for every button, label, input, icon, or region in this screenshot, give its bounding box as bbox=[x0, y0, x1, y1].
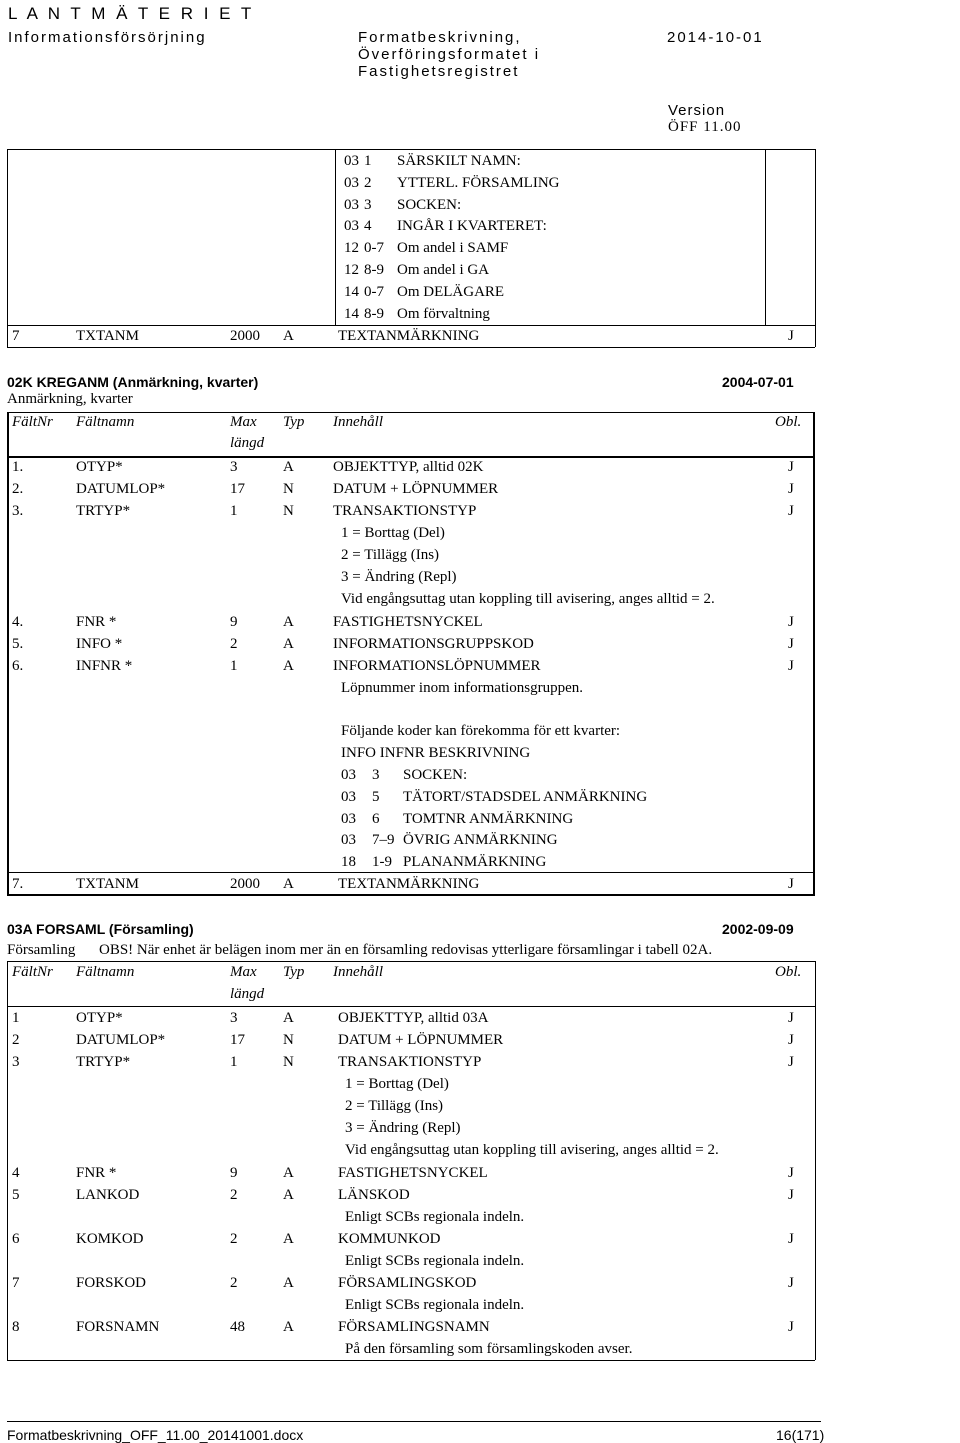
field-mandatory: J bbox=[788, 614, 794, 630]
field-content: OBJEKTTYP, alltid 02K bbox=[333, 459, 484, 475]
trtyp-detail-line: Vid engångsuttag utan koppling till avisering, anges alltid = 2. bbox=[345, 1142, 719, 1158]
code-number: 12 bbox=[344, 240, 359, 257]
table1-last-len: 2000 bbox=[230, 328, 260, 344]
code-sub: 1 bbox=[364, 153, 372, 169]
field-type: A bbox=[283, 1231, 294, 1247]
code-description: YTTERL. FÖRSAMLING bbox=[397, 174, 560, 191]
field-mandatory: J bbox=[788, 636, 794, 652]
field-mandatory: J bbox=[788, 1319, 794, 1335]
code-infnr: 3 bbox=[372, 767, 380, 783]
field-type: N bbox=[283, 1054, 294, 1070]
code-description: SOCKEN: bbox=[397, 196, 462, 213]
field-mandatory: J bbox=[788, 1275, 794, 1291]
field-length: 9 bbox=[230, 614, 238, 630]
field-type: A bbox=[283, 1275, 294, 1291]
company-name: L A N T M Ä T E R I E T bbox=[8, 4, 255, 23]
section-02k-subtitle: Anmärkning, kvarter bbox=[7, 391, 133, 407]
table-03a-komkod-note: Enligt SCBs regionala indeln. bbox=[345, 1253, 525, 1269]
code-description: Om andel i GA bbox=[397, 262, 490, 278]
field-length: 17 bbox=[230, 1032, 245, 1048]
section-03a-date: 2002-09-09 bbox=[722, 921, 794, 937]
section-02k-date: 2004-07-01 bbox=[722, 374, 794, 390]
doc-title-line-1: Formatbeskrivning, bbox=[358, 29, 522, 46]
table-03a-header-obl: Obl. bbox=[775, 964, 802, 980]
table-03a-header-typ: Typ bbox=[283, 964, 305, 980]
code-sub: 8-9 bbox=[364, 262, 384, 278]
table-02k-header-len: Max bbox=[230, 414, 257, 430]
code-number: 03 bbox=[344, 174, 359, 191]
code-info: 03 bbox=[341, 767, 356, 783]
code-description: SÄRSKILT NAMN: bbox=[397, 153, 521, 169]
field-mandatory: J bbox=[788, 1187, 794, 1203]
table-03a-lankod-note: Enligt SCBs regionala indeln. bbox=[345, 1209, 525, 1225]
trtyp-detail-line: 3 = Ändring (Repl) bbox=[341, 569, 457, 585]
trtyp-detail-line: 2 = Tillägg (Ins) bbox=[341, 547, 440, 563]
code-description: PLANANMÄRKNING bbox=[403, 854, 547, 871]
field-number: 6 bbox=[12, 1231, 20, 1247]
field-name: OTYP* bbox=[76, 1010, 123, 1026]
code-info: 18 bbox=[341, 854, 356, 871]
trtyp-detail-line: Vid engångsuttag utan koppling till avisering, anges alltid = 2. bbox=[341, 591, 715, 607]
table1-last-obl: J bbox=[788, 328, 794, 344]
field-number: 1. bbox=[12, 459, 24, 475]
field-length: 3 bbox=[230, 459, 238, 475]
field-mandatory: J bbox=[788, 1010, 794, 1026]
table-02k-header-name: Fältnamn bbox=[76, 414, 135, 430]
table-03a-header-len: Max bbox=[230, 964, 257, 980]
field-content: INFORMATIONSLÖPNUMMER bbox=[333, 658, 541, 674]
field-name: TRTYP* bbox=[76, 1054, 131, 1070]
code-sub: 8-9 bbox=[364, 305, 384, 322]
code-description: Om DELÄGARE bbox=[397, 283, 505, 300]
table1-last-typ: A bbox=[283, 328, 294, 344]
version-value: ÖFF 11.00 bbox=[668, 119, 742, 135]
section-03a-title: 03A FORSAML (Församling) bbox=[7, 921, 194, 937]
field-name: OTYP* bbox=[76, 459, 123, 475]
field-type: A bbox=[283, 636, 294, 652]
field-number: 5 bbox=[12, 1187, 20, 1203]
version-label: Version bbox=[668, 102, 726, 119]
field-content: LÄNSKOD bbox=[338, 1187, 410, 1203]
table-03a-header-name: Fältnamn bbox=[76, 964, 135, 980]
field-mandatory: J bbox=[788, 876, 794, 892]
field-length: 2 bbox=[230, 1231, 238, 1247]
table-03a-header-len2: längd bbox=[230, 986, 265, 1002]
field-name: FORSNAMN bbox=[76, 1319, 160, 1335]
code-number: 14 bbox=[344, 283, 359, 300]
field-number: 7. bbox=[12, 876, 24, 892]
code-number: 12 bbox=[344, 262, 359, 278]
field-number: 4 bbox=[12, 1165, 20, 1181]
code-number: 03 bbox=[344, 218, 359, 235]
field-name: FNR * bbox=[76, 614, 117, 630]
code-description: TÄTORT/STADSDEL ANMÄRKNING bbox=[403, 788, 648, 805]
field-length: 1 bbox=[230, 503, 238, 519]
field-number: 4. bbox=[12, 614, 24, 630]
field-content: TRANSAKTIONSTYP bbox=[333, 503, 477, 519]
field-type: A bbox=[283, 459, 294, 475]
code-number: 03 bbox=[344, 153, 359, 169]
table-02k-infnr-note: Löpnummer inom informationsgruppen. bbox=[341, 680, 584, 696]
field-content: FÖRSAMLINGSKOD bbox=[338, 1275, 477, 1291]
code-infnr: 5 bbox=[372, 788, 380, 805]
field-length: 2 bbox=[230, 1187, 238, 1203]
field-mandatory: J bbox=[788, 658, 794, 674]
doc-title-line-3: Fastighetsregistret bbox=[358, 63, 520, 80]
field-number: 6. bbox=[12, 658, 24, 674]
table-03a-forskod-note: Enligt SCBs regionala indeln. bbox=[345, 1297, 525, 1313]
trtyp-detail-line: 1 = Borttag (Del) bbox=[341, 525, 445, 541]
field-content: TRANSAKTIONSTYP bbox=[338, 1054, 482, 1070]
footer-rule bbox=[7, 1421, 821, 1422]
field-length: 3 bbox=[230, 1010, 238, 1026]
trtyp-detail-line: 1 = Borttag (Del) bbox=[345, 1076, 449, 1092]
field-name: INFO * bbox=[76, 636, 123, 652]
field-type: A bbox=[283, 1319, 294, 1335]
field-length: 17 bbox=[230, 481, 245, 497]
code-sub: 0-7 bbox=[364, 283, 384, 300]
field-content: TEXTANMÄRKNING bbox=[338, 876, 480, 892]
code-description: SOCKEN: bbox=[403, 767, 468, 783]
field-mandatory: J bbox=[788, 481, 794, 497]
field-length: 9 bbox=[230, 1165, 238, 1181]
field-type: A bbox=[283, 658, 294, 674]
code-description: Om andel i SAMF bbox=[397, 240, 509, 257]
table1-last-content: TEXTANMÄRKNING bbox=[338, 328, 480, 344]
field-content: DATUM + LÖPNUMMER bbox=[333, 481, 499, 497]
code-description: INGÅR I KVARTERET: bbox=[397, 218, 547, 235]
field-name: LANKOD bbox=[76, 1187, 140, 1203]
field-type: N bbox=[283, 481, 294, 497]
field-number: 7 bbox=[12, 1275, 20, 1291]
field-name: TXTANM bbox=[76, 876, 139, 892]
field-name: INFNR * bbox=[76, 658, 133, 674]
field-type: N bbox=[283, 503, 294, 519]
footer-page-number: 16(171) bbox=[776, 1427, 825, 1443]
field-type: A bbox=[283, 876, 294, 892]
table-02k-codes-header: INFO INFNR BESKRIVNING bbox=[341, 745, 531, 761]
code-description: TOMTNR ANMÄRKNING bbox=[403, 810, 574, 827]
code-info: 03 bbox=[341, 788, 356, 805]
code-info: 03 bbox=[341, 810, 356, 827]
field-type: A bbox=[283, 1010, 294, 1026]
code-info: 03 bbox=[341, 832, 356, 849]
field-length: 2000 bbox=[230, 876, 260, 892]
field-name: FNR * bbox=[76, 1165, 117, 1181]
field-content: INFORMATIONSGRUPPSKOD bbox=[333, 636, 534, 652]
header-date: 2014-10-01 bbox=[667, 29, 764, 46]
table-03a-forsnamn-note: På den församling som församlingskoden avser. bbox=[345, 1341, 633, 1357]
field-mandatory: J bbox=[788, 503, 794, 519]
table-02k-header-typ: Typ bbox=[283, 414, 305, 430]
field-mandatory: J bbox=[788, 1165, 794, 1181]
field-number: 2 bbox=[12, 1032, 20, 1048]
table-02k-header-content: Innehåll bbox=[333, 414, 383, 430]
code-infnr: 7–9 bbox=[372, 832, 395, 849]
table-03a-header-content: Innehåll bbox=[333, 964, 383, 980]
section-02k-title: 02K KREGANM (Anmärkning, kvarter) bbox=[7, 374, 259, 390]
table-02k-header-len2: längd bbox=[230, 435, 265, 451]
code-sub: 4 bbox=[364, 218, 372, 235]
field-mandatory: J bbox=[788, 459, 794, 475]
section-03a-subtitle: Församling bbox=[7, 942, 76, 958]
table-03a-header-nr: FältNr bbox=[12, 964, 53, 980]
field-mandatory: J bbox=[788, 1032, 794, 1048]
field-name: DATUMLOP* bbox=[76, 481, 166, 497]
code-number: 14 bbox=[344, 305, 359, 322]
table1-last-nr: 7 bbox=[12, 328, 20, 344]
code-description: ÖVRIG ANMÄRKNING bbox=[403, 832, 558, 849]
table-02k-codes-intro: Följande koder kan förekomma för ett kvarter: bbox=[341, 723, 621, 739]
footer-filename: Formatbeskrivning_OFF_11.00_20141001.docx bbox=[7, 1427, 304, 1443]
field-mandatory: J bbox=[788, 1231, 794, 1247]
field-type: A bbox=[283, 1165, 294, 1181]
code-sub: 3 bbox=[364, 196, 372, 213]
field-name: DATUMLOP* bbox=[76, 1032, 166, 1048]
section-03a-note: OBS! När enhet är belägen inom mer än en församling redovisas ytterligare församlingar i tabell 02A. bbox=[99, 942, 713, 958]
code-description: Om förvaltning bbox=[397, 305, 490, 322]
field-number: 3. bbox=[12, 503, 24, 519]
table-02k-header-obl: Obl. bbox=[775, 414, 802, 430]
field-number: 5. bbox=[12, 636, 24, 652]
field-name: FORSKOD bbox=[76, 1275, 147, 1291]
field-content: DATUM + LÖPNUMMER bbox=[338, 1032, 504, 1048]
table1-last-name: TXTANM bbox=[76, 328, 139, 344]
code-sub: 2 bbox=[364, 174, 372, 191]
field-mandatory: J bbox=[788, 1054, 794, 1070]
trtyp-detail-line: 2 = Tillägg (Ins) bbox=[345, 1098, 444, 1114]
field-number: 8 bbox=[12, 1319, 20, 1335]
field-number: 1 bbox=[12, 1010, 20, 1026]
field-length: 48 bbox=[230, 1319, 245, 1335]
table-02k-header-nr: FältNr bbox=[12, 414, 53, 430]
doc-title-line-2: Överföringsformatet i bbox=[358, 46, 541, 63]
field-type: N bbox=[283, 1032, 294, 1048]
field-content: FASTIGHETSNYCKEL bbox=[338, 1165, 488, 1181]
code-infnr: 6 bbox=[372, 810, 380, 827]
field-length: 1 bbox=[230, 658, 238, 674]
department: Informationsförsörjning bbox=[8, 29, 207, 46]
field-number: 3 bbox=[12, 1054, 20, 1070]
code-sub: 0-7 bbox=[364, 240, 384, 257]
field-name: TRTYP* bbox=[76, 503, 131, 519]
code-number: 03 bbox=[344, 196, 359, 213]
code-infnr: 1-9 bbox=[372, 854, 392, 871]
field-name: KOMKOD bbox=[76, 1231, 144, 1247]
field-content: KOMMUNKOD bbox=[338, 1231, 441, 1247]
field-number: 2. bbox=[12, 481, 24, 497]
field-length: 2 bbox=[230, 636, 238, 652]
field-length: 2 bbox=[230, 1275, 238, 1291]
field-length: 1 bbox=[230, 1054, 238, 1070]
field-content: FASTIGHETSNYCKEL bbox=[333, 614, 483, 630]
field-content: OBJEKTTYP, alltid 03A bbox=[338, 1010, 489, 1026]
trtyp-detail-line: 3 = Ändring (Repl) bbox=[345, 1120, 461, 1136]
field-content: FÖRSAMLINGSNAMN bbox=[338, 1319, 490, 1335]
field-type: A bbox=[283, 1187, 294, 1203]
field-type: A bbox=[283, 614, 294, 630]
